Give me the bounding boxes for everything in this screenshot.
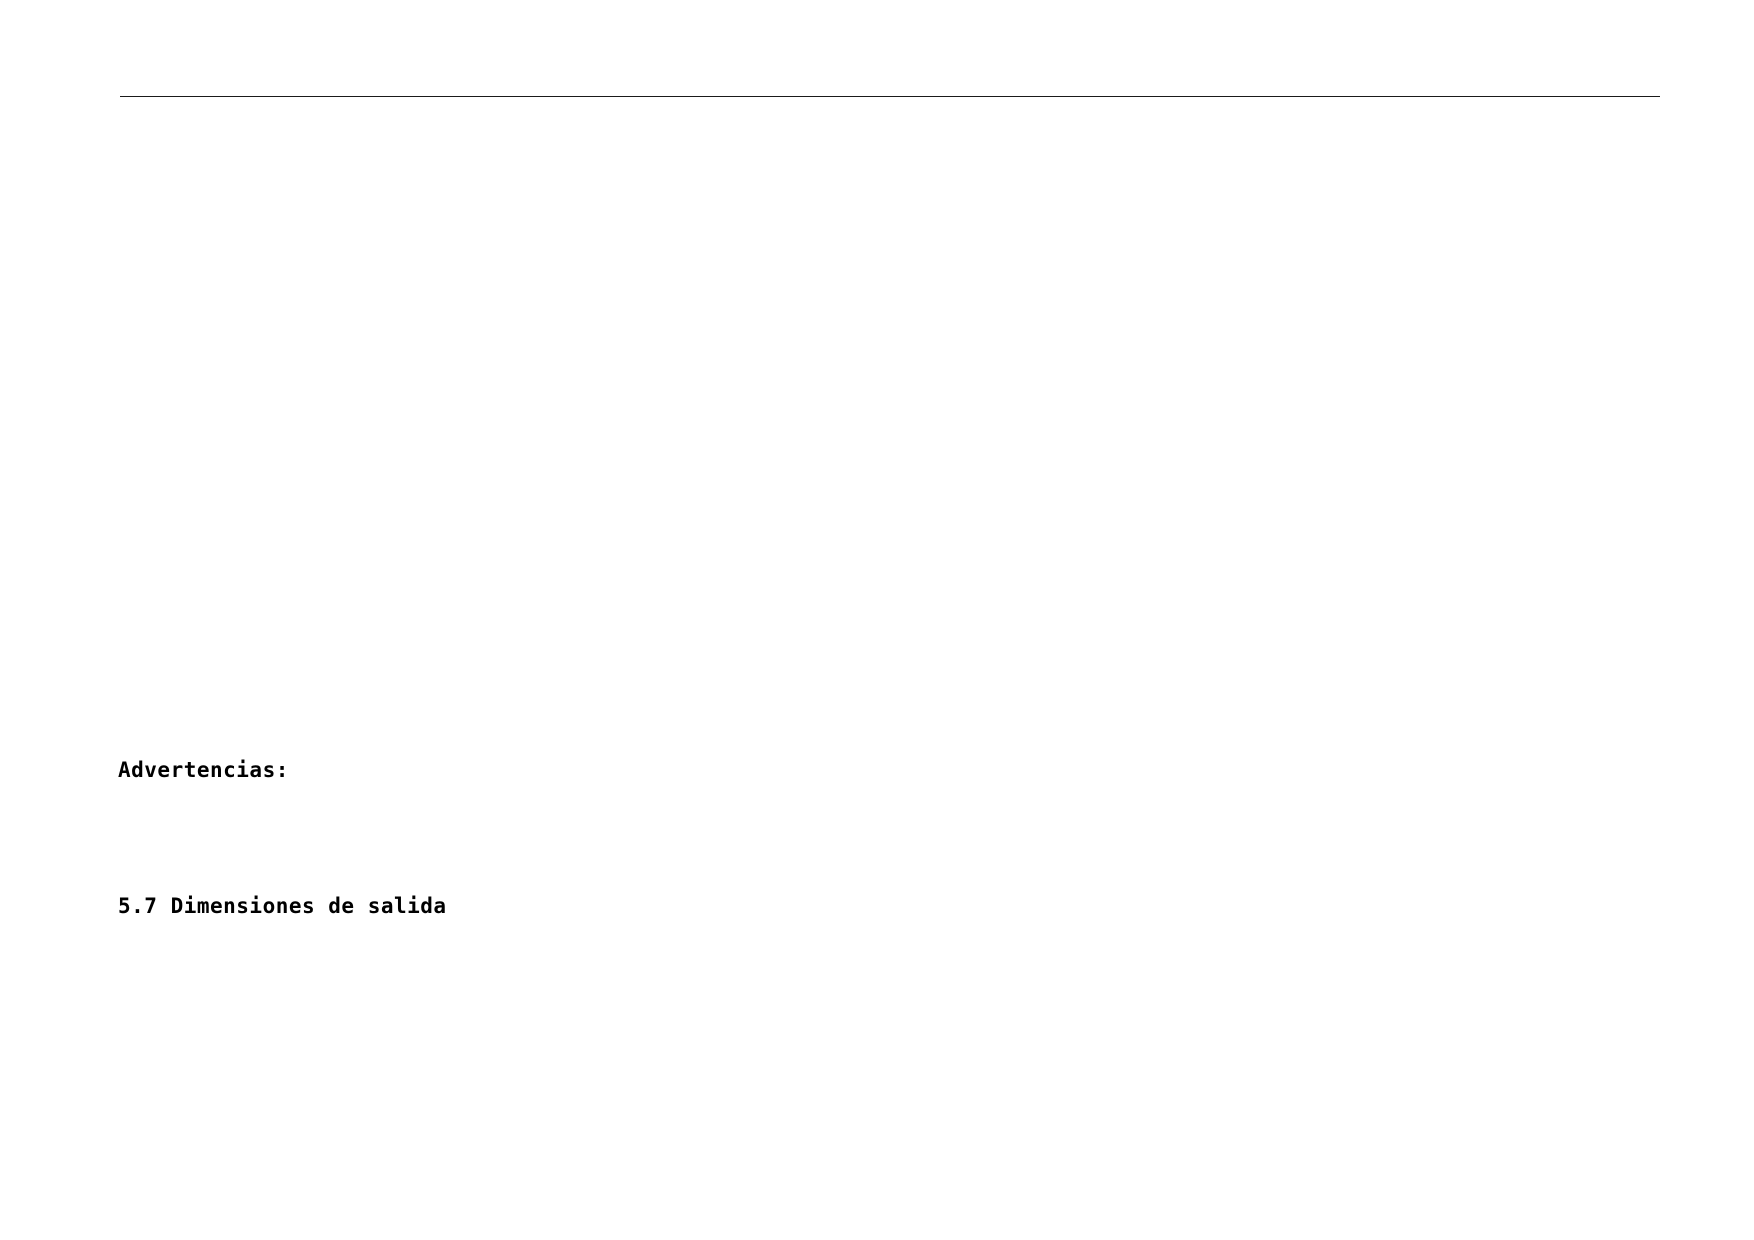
heading-dimensiones-de-salida: 5.7 Dimensiones de salida [118, 894, 447, 918]
heading-advertencias: Advertencias: [118, 758, 289, 782]
page-body-blank-area [118, 120, 1658, 740]
header-divider [120, 96, 1660, 97]
